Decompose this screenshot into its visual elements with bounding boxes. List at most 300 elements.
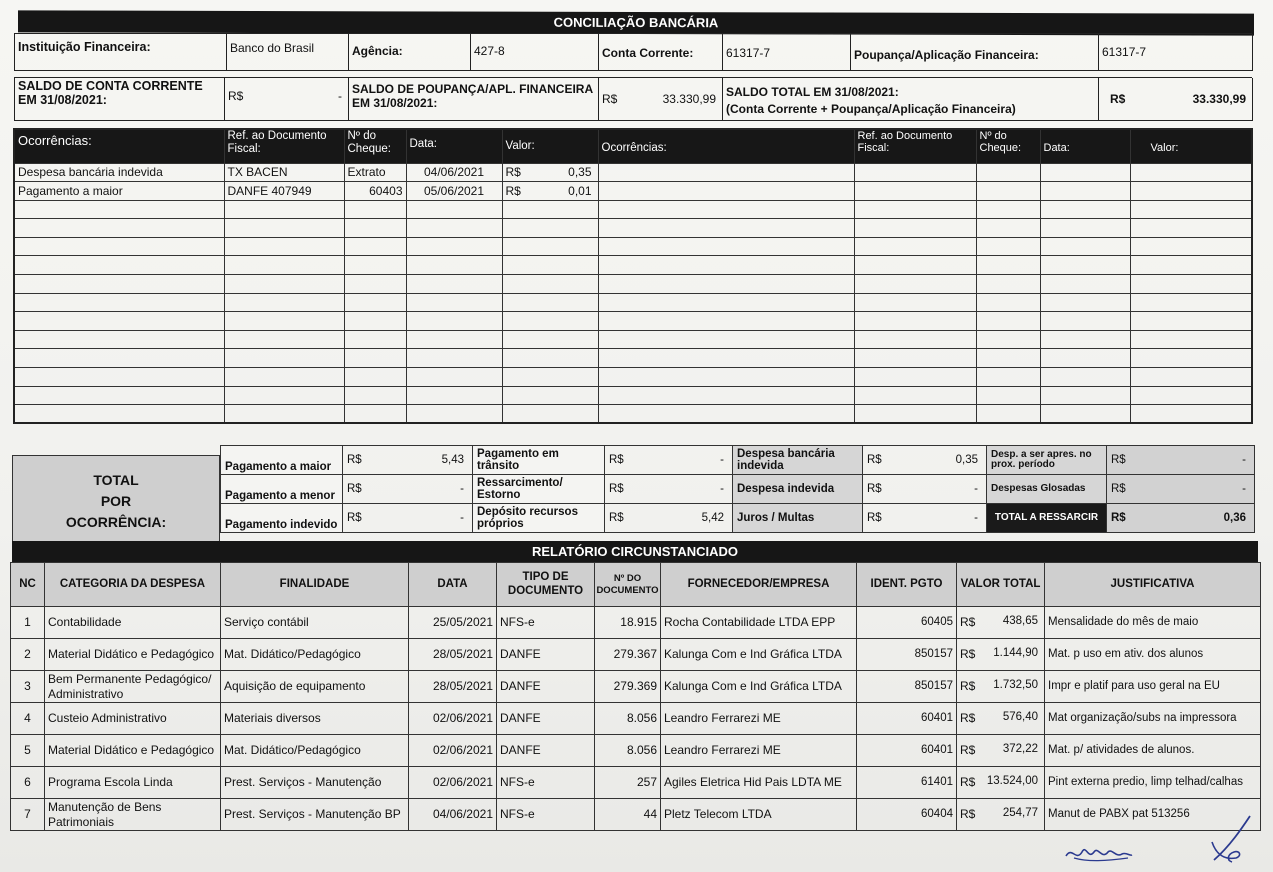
relatorio-row (11, 639, 1261, 671)
col-ref-doc-2: Ref. ao Documento Fiscal: (854, 129, 976, 163)
ocorrencia-empty-cell (224, 256, 344, 275)
row-finalidade: Aquisição de equipamento (221, 671, 409, 703)
totais-item-label: TOTAL A RESSARCIR (987, 504, 1107, 533)
ocorrencia-empty-cell (1040, 330, 1130, 349)
ocorrencia-empty-cell (224, 219, 344, 238)
currency-value: - (974, 512, 978, 524)
ocorrencia-empty-cell (502, 368, 598, 387)
ocorrencia-valor (502, 182, 598, 201)
ocorrencia-empty-cell (14, 275, 224, 294)
ocorrencia-empty-cell (14, 237, 224, 256)
col-data: DATA (409, 563, 497, 607)
currency-value: 0,01 (568, 183, 592, 198)
ocorrencia-empty-cell (598, 386, 854, 405)
row-ident: 61401 (857, 767, 957, 799)
poupanca-label: Poupança/Aplicação Financeira: (851, 34, 1099, 71)
ocorrencia-empty-cell (598, 293, 854, 312)
row-data: 04/06/2021 (409, 799, 497, 831)
row-fornecedor: Leandro Ferrarezi ME (661, 735, 857, 767)
row-numero: 44 (595, 799, 661, 831)
row-data: 28/05/2021 (409, 671, 497, 703)
relatorio-title: RELATÓRIO CIRCUNSTANCIADO (12, 541, 1258, 563)
ocorrencia-empty-cell (598, 163, 854, 182)
currency-label: R$ (609, 512, 624, 524)
row-numero: 257 (595, 767, 661, 799)
currency-label: R$ (347, 483, 362, 495)
row-numero: 8.056 (595, 703, 661, 735)
ocorrencia-empty-cell (1130, 330, 1252, 349)
row-valor (957, 639, 1045, 671)
ocorrencia-empty-cell (14, 200, 224, 219)
saldo-cc-currency-label: R$ (228, 89, 244, 103)
currency-label: R$ (867, 512, 882, 524)
saldo-poup-box (599, 78, 723, 121)
ocorrencia-empty-cell (854, 293, 976, 312)
row-finalidade: Mat. Didático/Pedagógico (221, 639, 409, 671)
ocorrencia-empty-cell (14, 386, 224, 405)
ocorrencia-empty-cell (344, 312, 406, 331)
row-data: 25/05/2021 (409, 607, 497, 639)
ocorrencia-empty-cell (14, 312, 224, 331)
currency-value: - (1242, 483, 1246, 495)
relatorio-row (11, 607, 1261, 639)
relatorio-row (11, 671, 1261, 703)
row-numero: 8.056 (595, 735, 661, 767)
currency-label: R$ (505, 165, 521, 180)
ocorrencia-empty-cell (406, 256, 502, 275)
currency-value: 576,40 (1002, 711, 1038, 724)
currency-value: 0,35 (955, 454, 978, 466)
document-title: CONCILIAÇÃO BANCÁRIA (18, 10, 1254, 35)
ocorrencia-empty-cell (1130, 163, 1252, 182)
ocorrencia-empty-cell (976, 256, 1040, 275)
ocorrencia-ref: TX BACEN (224, 163, 344, 182)
ocorrencia-empty-cell (976, 182, 1040, 201)
ocorrencia-empty-cell (854, 219, 976, 238)
row-justificativa: Mensalidade do mês de maio (1045, 607, 1261, 639)
ocorrencia-data: 04/06/2021 (406, 163, 502, 182)
col-tipo-documento: TIPO DE DOCUMENTO (497, 563, 595, 607)
totais-item-label: Pagamento a maior (221, 446, 343, 475)
currency-value: - (720, 454, 724, 466)
currency-label: R$ (960, 743, 976, 758)
ocorrencia-empty-cell (224, 200, 344, 219)
ocorrencia-empty-cell (854, 405, 976, 424)
row-numero: 279.367 (595, 639, 661, 671)
row-categoria: Contabilidade (45, 607, 221, 639)
ocorrencia-empty-cell (344, 256, 406, 275)
row-ident: 850157 (857, 671, 957, 703)
currency-label: R$ (347, 454, 362, 466)
ocorrencia-empty-cell (502, 237, 598, 256)
ocorrencia-row (14, 386, 1252, 405)
saldo-cc-currency (225, 78, 349, 121)
col-cheque-2: Nº do Cheque: (976, 129, 1040, 163)
ocorrencia-empty-cell (14, 293, 224, 312)
totais-item-label: Depósito recursos próprios (473, 504, 605, 533)
currency-value: - (460, 512, 464, 524)
row-nc: 6 (11, 767, 45, 799)
ocorrencia-empty-cell (406, 386, 502, 405)
ocorrencia-empty-cell (1040, 256, 1130, 275)
currency-value: 5,42 (701, 512, 724, 524)
relatorio-row (11, 767, 1261, 799)
row-finalidade: Mat. Didático/Pedagógico (221, 735, 409, 767)
ocorrencia-empty-cell (854, 200, 976, 219)
ocorrencia-row (14, 219, 1252, 238)
col-valor-2: Valor: (1130, 129, 1252, 163)
ocorrencia-empty-cell (976, 275, 1040, 294)
ocorrencia-empty-cell (1040, 182, 1130, 201)
ocorrencia-empty-cell (854, 256, 976, 275)
ocorrencia-empty-cell (976, 163, 1040, 182)
row-fornecedor: Leandro Ferrarezi ME (661, 703, 857, 735)
row-ident: 850157 (857, 639, 957, 671)
currency-value: - (720, 483, 724, 495)
row-categoria: Material Didático e Pedagógico (45, 735, 221, 767)
totais-item-value (1107, 475, 1255, 504)
totais-item-value (1107, 504, 1255, 533)
ocorrencia-empty-cell (502, 405, 598, 424)
signature-1 (1062, 836, 1134, 866)
ocorrencia-empty-cell (344, 293, 406, 312)
row-fornecedor: Kalunga Com e Ind Gráfica LTDA (661, 639, 857, 671)
ocorrencia-empty-cell (854, 349, 976, 368)
totais-item-value (863, 446, 987, 475)
currency-label: R$ (960, 615, 976, 630)
ocorrencia-empty-cell (344, 200, 406, 219)
currency-value: 5,43 (441, 454, 464, 466)
row-tipo: DANFE (497, 639, 595, 671)
ocorrencia-empty-cell (344, 330, 406, 349)
instituicao-value: Banco do Brasil (227, 34, 349, 71)
row-finalidade: Prest. Serviços - Manutenção BP (221, 799, 409, 831)
ocorrencia-empty-cell (406, 237, 502, 256)
ocorrencia-empty-cell (1130, 200, 1252, 219)
ocorrencia-empty-cell (1040, 200, 1130, 219)
ocorrencia-empty-cell (224, 275, 344, 294)
ocorrencia-row (14, 275, 1252, 294)
ocorrencia-empty-cell (976, 293, 1040, 312)
totais-item-label: Pagamento em trânsito (473, 446, 605, 475)
ocorrencia-empty-cell (854, 312, 976, 331)
row-valor (957, 735, 1045, 767)
row-data: 28/05/2021 (409, 639, 497, 671)
ocorrencia-empty-cell (14, 219, 224, 238)
ocorrencia-empty-cell (1130, 182, 1252, 201)
ocorrencia-empty-cell (344, 349, 406, 368)
ocorrencia-row (14, 293, 1252, 312)
row-valor (957, 799, 1045, 831)
row-tipo: DANFE (497, 671, 595, 703)
totais-item-value (343, 446, 473, 475)
row-justificativa: Pint externa predio, limp telhad/calhas (1045, 767, 1261, 799)
saldo-cc-label: SALDO DE CONTA CORRENTE EM 31/08/2021: (15, 78, 225, 121)
relatorio-header (11, 563, 1261, 607)
row-categoria: Manutenção de Bens Patrimoniais (45, 799, 221, 831)
saldo-poup-value: 33.330,99 (662, 92, 716, 106)
ocorrencia-empty-cell (406, 275, 502, 294)
ocorrencia-empty-cell (1040, 368, 1130, 387)
ocorrencia-empty-cell (976, 386, 1040, 405)
totais-item-label: Desp. a ser apres. no prox. período (987, 446, 1107, 475)
ocorrencia-empty-cell (406, 368, 502, 387)
ocorrencia-empty-cell (598, 200, 854, 219)
ocorrencia-empty-cell (976, 312, 1040, 331)
signature-2 (1206, 812, 1256, 864)
ocorrencia-row (14, 368, 1252, 387)
ocorrencia-empty-cell (598, 368, 854, 387)
ocorrencia-empty-cell (598, 275, 854, 294)
col-num-documento: Nº DO DOCUMENTO (595, 563, 661, 607)
row-tipo: DANFE (497, 703, 595, 735)
col-categoria: CATEGORIA DA DESPESA (45, 563, 221, 607)
ocorrencia-empty-cell (976, 237, 1040, 256)
row-numero: 18.915 (595, 607, 661, 639)
ocorrencia-empty-cell (502, 312, 598, 331)
currency-label: R$ (960, 647, 976, 662)
ocorrencias-table (13, 128, 1253, 424)
ocorrencia-empty-cell (1040, 312, 1130, 331)
ocorrencia-empty-cell (344, 405, 406, 424)
totais-label-line-2: POR (100, 493, 132, 509)
ocorrencia-empty-cell (598, 237, 854, 256)
totais-item-label: Ressarcimento/ Estorno (473, 475, 605, 504)
ocorrencia-empty-cell (502, 219, 598, 238)
ocorrencia-empty-cell (344, 237, 406, 256)
col-cheque: Nº do Cheque: (344, 129, 406, 163)
ocorrencia-empty-cell (1040, 237, 1130, 256)
ocorrencia-empty-cell (406, 219, 502, 238)
ocorrencia-empty-cell (976, 219, 1040, 238)
ocorrencia-empty-cell (14, 256, 224, 275)
header-row (14, 33, 1252, 71)
row-nc: 4 (11, 703, 45, 735)
col-nc: NC (11, 563, 45, 607)
ocorrencia-empty-cell (224, 312, 344, 331)
ocorrencia-row (14, 256, 1252, 275)
ocorrencia-empty-cell (224, 386, 344, 405)
ocorrencia-cheque: Extrato (344, 163, 406, 182)
row-justificativa: Mat. p/ atividades de alunos. (1045, 735, 1261, 767)
ocorrencia-empty-cell (406, 293, 502, 312)
ocorrencia-empty-cell (406, 200, 502, 219)
row-tipo: NFS-e (497, 607, 595, 639)
ocorrencia-empty-cell (854, 237, 976, 256)
currency-value: 254,77 (1002, 807, 1038, 820)
totais-item-value (343, 504, 473, 533)
ocorrencia-empty-cell (502, 200, 598, 219)
ocorrencia-empty-cell (1040, 386, 1130, 405)
ocorrencia-empty-cell (502, 275, 598, 294)
saldo-total-label-1: SALDO TOTAL EM 31/08/2021: (726, 85, 899, 99)
row-nc: 3 (11, 671, 45, 703)
col-finalidade: FINALIDADE (221, 563, 409, 607)
ocorrencia-empty-cell (502, 386, 598, 405)
totais-item-label: Juros / Multas (733, 504, 863, 533)
ocorrencia-empty-cell (976, 349, 1040, 368)
ocorrencia-empty-cell (854, 275, 976, 294)
row-finalidade: Materiais diversos (221, 703, 409, 735)
ocorrencia-empty-cell (14, 368, 224, 387)
row-tipo: DANFE (497, 735, 595, 767)
ocorrencia-empty-cell (502, 349, 598, 368)
ocorrencia-empty-cell (344, 386, 406, 405)
ocorrencia-empty-cell (598, 349, 854, 368)
currency-label: R$ (609, 454, 624, 466)
ocorrencia-empty-cell (344, 275, 406, 294)
totais-item-label: Despesas Glosadas (987, 475, 1107, 504)
ocorrencia-empty-cell (14, 330, 224, 349)
currency-value: 0,35 (568, 165, 592, 180)
ocorrencia-empty-cell (344, 219, 406, 238)
col-ocorrencias: Ocorrências: (14, 129, 224, 163)
row-finalidade: Prest. Serviços - Manutenção (221, 767, 409, 799)
ocorrencia-cheque: 60403 (344, 182, 406, 201)
currency-value: 1.144,90 (993, 647, 1038, 660)
ocorrencia-empty-cell (1130, 256, 1252, 275)
ocorrencia-empty-cell (976, 405, 1040, 424)
ocorrencia-empty-cell (976, 368, 1040, 387)
currency-label: R$ (960, 679, 976, 694)
ocorrencia-empty-cell (598, 182, 854, 201)
row-justificativa: Mat organização/subs na impressora (1045, 703, 1261, 735)
col-valor-total: VALOR TOTAL (957, 563, 1045, 607)
ocorrencia-empty-cell (1130, 349, 1252, 368)
ocorrencia-empty-cell (598, 219, 854, 238)
saldo-total-currency: R$ (1110, 92, 1126, 106)
poupanca-value: 61317-7 (1099, 34, 1253, 71)
ocorrencia-empty-cell (224, 293, 344, 312)
currency-label: R$ (1111, 512, 1126, 524)
ocorrencia-row (14, 182, 1252, 201)
row-tipo: NFS-e (497, 799, 595, 831)
ocorrencia-empty-cell (224, 405, 344, 424)
totais-item-label: Despesa bancária indevida (733, 446, 863, 475)
ocorrencia-empty-cell (14, 405, 224, 424)
currency-value: 372,22 (1002, 743, 1038, 756)
currency-label: R$ (1111, 483, 1126, 495)
row-categoria: Material Didático e Pedagógico (45, 639, 221, 671)
instituicao-label: Instituição Financeira: (15, 34, 227, 71)
ocorrencia-empty-cell (1040, 163, 1130, 182)
row-categoria: Programa Escola Linda (45, 767, 221, 799)
ocorrencia-empty-cell (1040, 293, 1130, 312)
ocorrencia-empty-cell (598, 330, 854, 349)
ocorrencia-ref: DANFE 407949 (224, 182, 344, 201)
ocorrencia-empty-cell (854, 163, 976, 182)
ocorrencia-empty-cell (854, 182, 976, 201)
currency-value: 438,65 (1002, 615, 1038, 628)
ocorrencia-empty-cell (1130, 293, 1252, 312)
row-ident: 60404 (857, 799, 957, 831)
saldo-total-label (723, 78, 1099, 121)
currency-label: R$ (609, 483, 624, 495)
ocorrencia-empty-cell (1040, 275, 1130, 294)
totais-item-value (605, 504, 733, 533)
totais-item-value (605, 446, 733, 475)
col-ref-doc: Ref. ao Documento Fiscal: (224, 129, 344, 163)
row-ident: 60401 (857, 735, 957, 767)
ocorrencia-empty-cell (224, 368, 344, 387)
saldo-poup-label: SALDO DE POUPANÇA/APL. FINANCEIRA EM 31/08/2021: (349, 78, 599, 121)
ocorrencia-row (14, 330, 1252, 349)
currency-value: - (460, 483, 464, 495)
ocorrencia-empty-cell (854, 368, 976, 387)
relatorio-row (11, 735, 1261, 767)
ocorrencia-empty-cell (224, 349, 344, 368)
totais-row (221, 446, 1255, 475)
currency-label: R$ (867, 483, 882, 495)
totais-table (220, 445, 1255, 533)
col-ident-pgto: IDENT. PGTO (857, 563, 957, 607)
ocorrencia-empty-cell (502, 293, 598, 312)
ocorrencia-empty-cell (406, 312, 502, 331)
ocorrencia-data: 05/06/2021 (406, 182, 502, 201)
ocorrencia-empty-cell (1130, 312, 1252, 331)
row-nc: 1 (11, 607, 45, 639)
ocorrencia-empty-cell (854, 386, 976, 405)
ocorrencia-empty-cell (224, 330, 344, 349)
row-tipo: NFS-e (497, 767, 595, 799)
totais-row (221, 504, 1255, 533)
saldo-total-label-2: (Conta Corrente + Poupança/Aplicação Financeira) (726, 101, 1016, 116)
currency-label: R$ (347, 512, 362, 524)
currency-label: R$ (505, 183, 521, 198)
ocorrencia-empty-cell (344, 368, 406, 387)
currency-label: R$ (960, 711, 976, 726)
currency-value: 0,36 (1223, 512, 1246, 524)
ocorrencia-empty-cell (1040, 349, 1130, 368)
currency-label: R$ (960, 807, 976, 822)
currency-label: R$ (867, 454, 882, 466)
row-fornecedor: Rocha Contabilidade LTDA EPP (661, 607, 857, 639)
ocorrencia-empty-cell (976, 330, 1040, 349)
ocorrencia-empty-cell (1130, 275, 1252, 294)
ocorrencia-empty-cell (854, 330, 976, 349)
totais-item-value (863, 504, 987, 533)
saldo-total-value: 33.330,99 (1192, 92, 1246, 106)
ocorrencia-empty-cell (1040, 405, 1130, 424)
ocorrencia-row (14, 312, 1252, 331)
row-ident: 60405 (857, 607, 957, 639)
ocorrencia-empty-cell (1130, 219, 1252, 238)
row-justificativa: Mat. p uso em ativ. dos alunos (1045, 639, 1261, 671)
ocorrencia-empty-cell (502, 330, 598, 349)
agencia-label: Agência: (349, 34, 471, 71)
agencia-value: 427-8 (471, 34, 599, 71)
row-valor (957, 703, 1045, 735)
row-data: 02/06/2021 (409, 703, 497, 735)
saldo-cc-value: - (338, 89, 342, 103)
ocorrencia-empty-cell (224, 237, 344, 256)
saldos-row (14, 77, 1252, 121)
totais-row (221, 475, 1255, 504)
relatorio-row (11, 703, 1261, 735)
currency-value: - (1242, 454, 1246, 466)
conta-label: Conta Corrente: (599, 34, 723, 71)
relatorio-table (10, 562, 1261, 831)
saldo-poup-currency: R$ (602, 92, 618, 106)
ocorrencia-empty-cell (1130, 386, 1252, 405)
ocorrencia-valor (502, 163, 598, 182)
col-ocorrencias-2: Ocorrências: (598, 129, 854, 163)
currency-label: R$ (960, 775, 976, 790)
ocorrencia-empty-cell (502, 256, 598, 275)
row-nc: 2 (11, 639, 45, 671)
col-valor: Valor: (502, 129, 598, 163)
conta-value: 61317-7 (723, 34, 851, 71)
